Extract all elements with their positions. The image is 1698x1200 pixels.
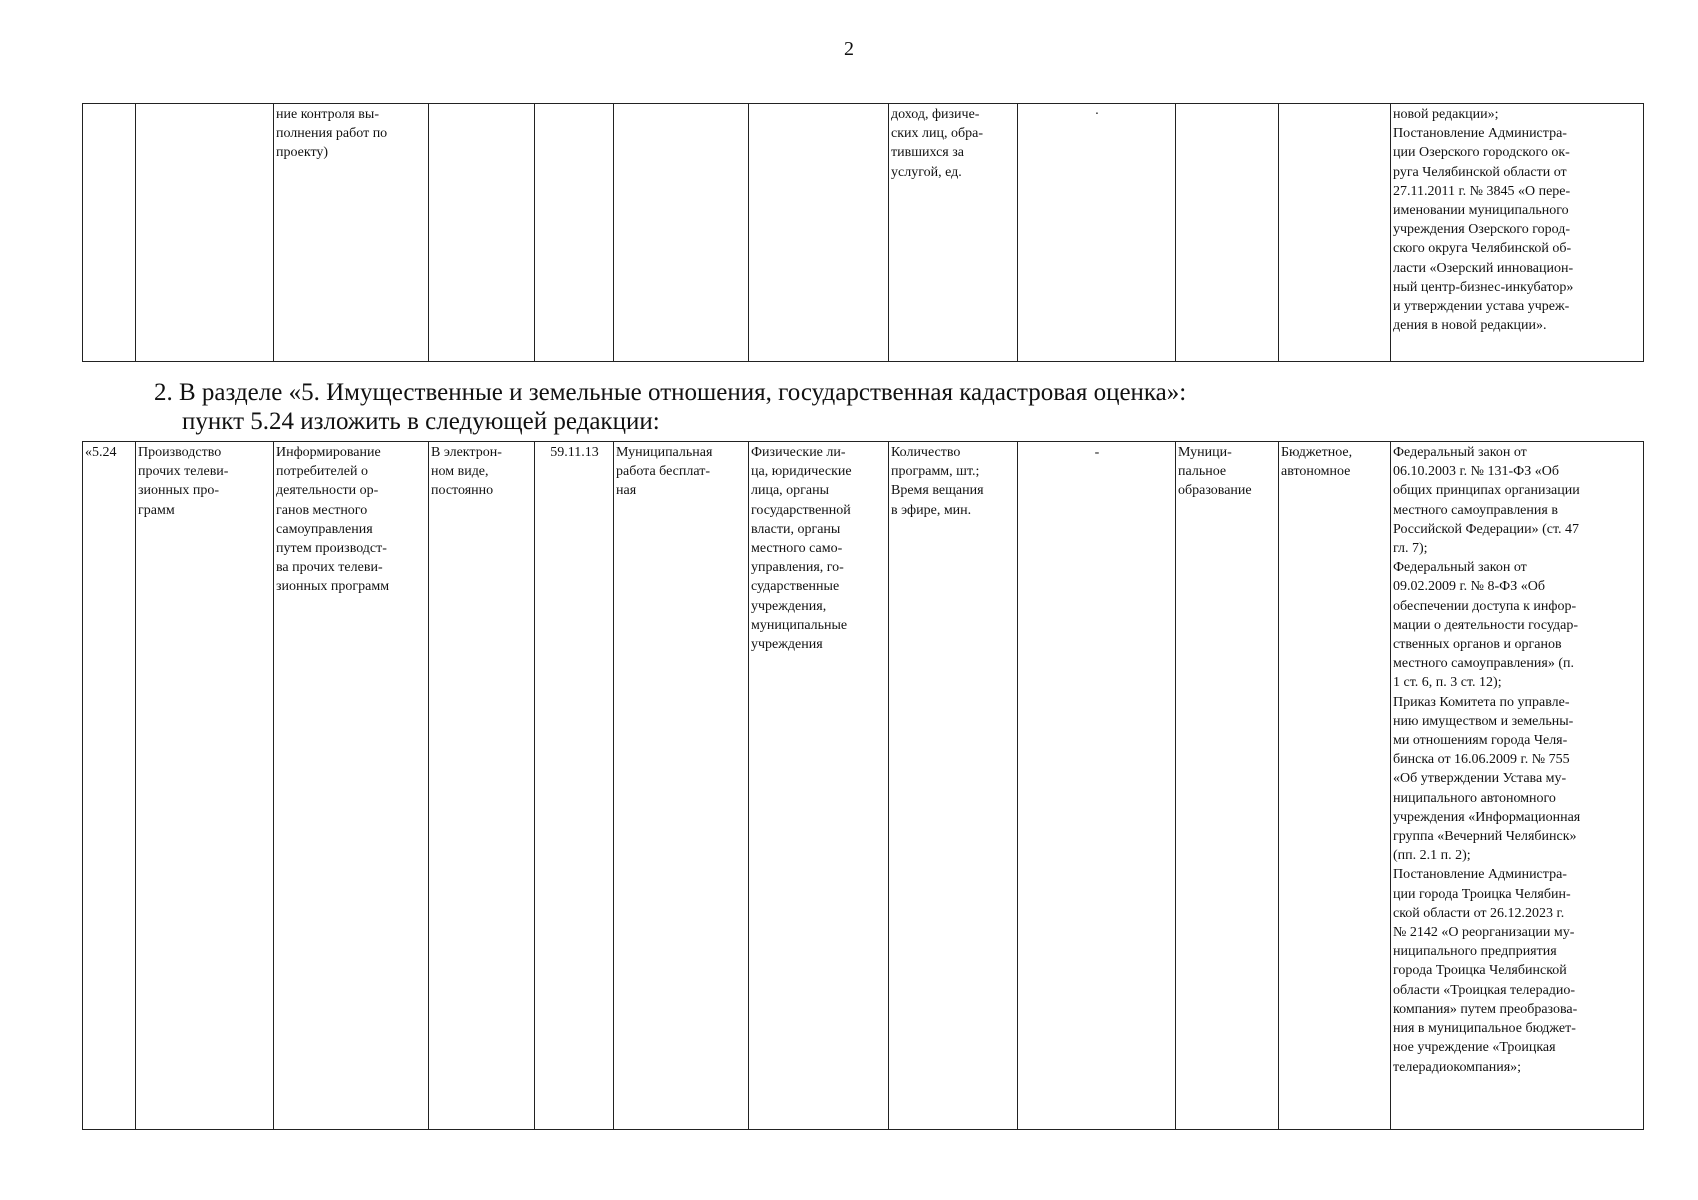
cell-number: «5.24: [83, 442, 136, 1130]
cell-service-name: [136, 104, 274, 362]
cell-quality: ·: [1018, 104, 1176, 362]
cell-service-name: Производство прочих телеви- зионных про- грамм: [136, 442, 274, 1130]
page-number: 2: [844, 38, 854, 60]
table-row: [83, 104, 1644, 362]
cell-founder: Муници- пальное образование: [1176, 442, 1279, 1130]
cell-content: ние контроля вы- полнения работ по проекту): [274, 104, 429, 362]
continuation-table: [82, 103, 1644, 362]
cell-legal-basis: Федеральный закон от 06.10.2003 г. № 131-ФЗ «Об общих принципах организации местного самоуправления в Российской Федерации» (ст. 47 гл. 7); Федеральный закон от 09.02.2009 г. № 8-ФЗ «Об обеспечении доступа к инфор- мации о деятельности государ- ственных органов и органов местного самоуправления» (п. 1 ст. 6, п. 3 ст. 12); Приказ Комитета по управле- нию имуществом и земельны- ми отношениям города Челя- бинска от 16.06.2009 г. № 755 «Об утверждении Устава му- ниципального автономного учреждения «Информационная группа «Вечерний Челябинск» (пп. 2.1 п. 2); Постановление Администра- ции города Троицка Челябин- ской области от 26.12.2023 г. № 2142 «О реорганизации му- ниципального предприятия города Троицка Челябинской области «Троицкая телерадио- компания» путем преобразова- ния в муниципальное бюджет- ное учреждение «Троицкая телерадиокомпания»;: [1391, 442, 1644, 1130]
section-heading: [154, 378, 1186, 436]
cell-type: [614, 104, 749, 362]
cell-code: 59.11.13: [535, 442, 614, 1130]
table-row: [83, 442, 1644, 1130]
cell-conditions: В электрон- ном виде, постоянно: [429, 442, 535, 1130]
cell-consumers: [749, 104, 889, 362]
cell-indicators: доход, физиче- ских лиц, обра- тившихся за услугой, ед.: [889, 104, 1018, 362]
cell-quality: -: [1018, 442, 1176, 1130]
cell-founder: [1176, 104, 1279, 362]
cell-conditions: [429, 104, 535, 362]
cell-indicators: Количество программ, шт.; Время вещания в эфире, мин.: [889, 442, 1018, 1130]
cell-code: [535, 104, 614, 362]
cell-institution-type: Бюджетное, автономное: [1279, 442, 1391, 1130]
cell-legal-basis: новой редакции»; Постановление Администра- ции Озерского городского ок- руга Челябинской области от 27.11.2011 г. № 3845 «О пере- именовании муниципального учреждения Озерского город- ского округа Челябинской об- ласти «Озерский инновацион- ный центр-бизнес-инкубатор» и утверждении устава учреж- дения в новой редакции».: [1391, 104, 1644, 362]
heading-line-2: пункт 5.24 изложить в следующей редакции:: [182, 408, 660, 435]
cell-type: Муниципальная работа бесплат- ная: [614, 442, 749, 1130]
heading-line-1: 2. В разделе «5. Имущественные и земельные отношения, государственная кадастровая оценка»:: [154, 379, 1187, 406]
cell-content: Информирование потребителей о деятельности ор- ганов местного самоуправления путем производст- ва прочих телеви- зионных программ: [274, 442, 429, 1130]
cell-consumers: Физические ли- ца, юридические лица, органы государственной власти, органы местного само- управления, го- сударственные учреждения, муниципальные учреждения: [749, 442, 889, 1130]
item-5-24-table: [82, 441, 1644, 1130]
cell-institution-type: [1279, 104, 1391, 362]
cell-number: [83, 104, 136, 362]
